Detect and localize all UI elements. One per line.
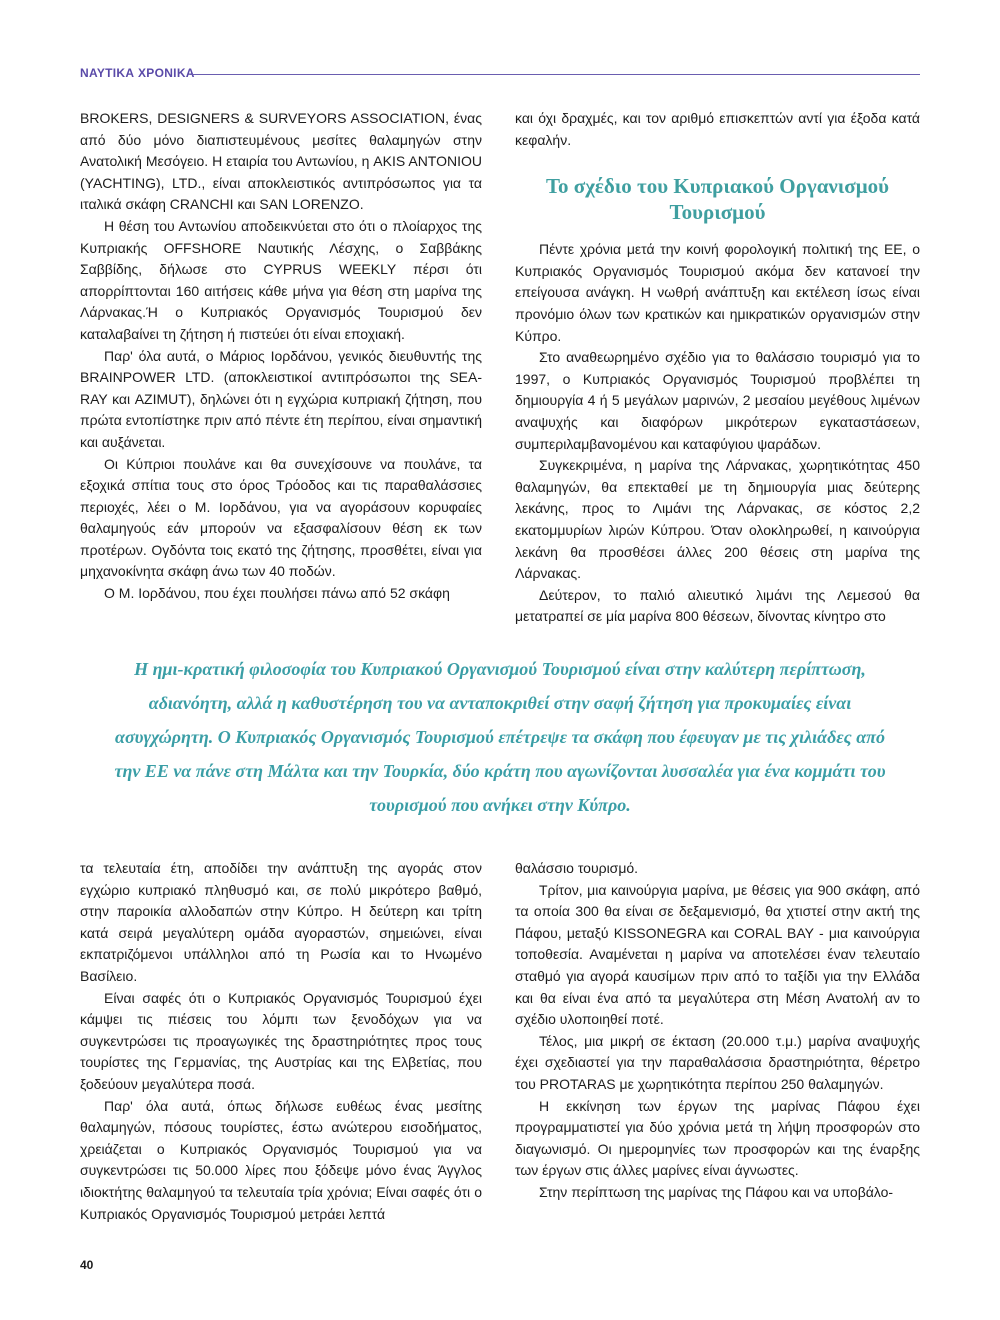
paragraph: και όχι δραχμές, και τον αριθμό επισκεπτών αντί για έξοδα κατά κεφαλήν. <box>515 110 920 148</box>
paragraph: Οι Κύπριοι πουλάνε και θα συνεχίσουνε να πουλάνε, τα εξοχικά σπίτια τους στο όρος Τρόοδος και τις παραθαλάσσιες περιοχές, λέει ο Μ. Ιορδάνου, για να αγοράσουν κορυφαίες θαλαμηγούς εάν μπορούν να εξασφαλίσουν θέση εκ των προτέρων. Ογδόντα τοις εκατό της ζήτησης, προσθέτει, είναι για μηχανοκίνητα σκάφη άνω των 40 ποδών. <box>80 455 482 580</box>
paragraph: Δεύτερον, το παλιό αλιευτικό λιμάνι της Λεμεσού θα μετατραπεί σε μία μαρίνα 800 θέσεων, δίνοντας κίνητρο στο <box>515 586 920 625</box>
paragraph: BROKERS, DESIGNERS & SURVEYORS ASSOCIATION, ένας από δύο μόνο διαπιστευμένους μεσίτες θαλαμηγών στην Ανατολική Μεσόγειο. Η εταιρία του Αντωνίου, η AKIS ANTONIOU (YACHTING), LTD., είναι αποκλειστικός αντιπρόσωπος για τα ιταλικά σκάφη CRANCHI και SAN LORENZO. <box>80 110 482 213</box>
pull-quote <box>100 652 900 822</box>
column-bottom-left <box>80 858 482 1225</box>
section-title: ΝΑΥΤΙΚΑ ΧΡΟΝΙΚΑ <box>80 66 195 80</box>
paragraph: Στο αναθεωρημένο σχέδιο για το θαλάσσιο τουρισμό για το 1997, ο Κυπριακός Οργανισμός Τουρισμού προβλέπει τη δημιουργία 4 ή 5 μεγάλων μαρινών, 2 μεσαίου μεγέθους λιμένων αναψυχής και διαφόρων μικρότερων εγκαταστάσεων, συμπεριλαμβανομένου και καταφύγιου ψαράδων. <box>515 349 920 452</box>
running-header <box>80 66 920 84</box>
column-top-right <box>515 108 920 628</box>
column-top-left <box>80 108 482 605</box>
column-bottom-right <box>515 858 920 1204</box>
paragraph: Στην περίπτωση της μαρίνας της Πάφου και να υποβάλο- <box>539 1183 894 1200</box>
paragraph: Η θέση του Αντωνίου αποδεικνύεται στο ότι ο πλοίαρχος της Κυπριακής OFFSHORE Ναυτικής Λέσχης, ο Σαββάκης Σαββίδης, δήλωσε στο CYPRUS WEEKLY πέρσι ότι απορρίπτονται 160 αιτήσεις κάθε μήνα για θέση στη μαρίνα της Λάρνακας.Ή ο Κυπριακός Οργανισμός Τουρισμού δεν καταλαβαίνει τη ζήτηση ή πιστεύει ότι είναι εποχιακή. <box>80 217 482 342</box>
paragraph: Συγκεκριμένα, η μαρίνα της Λάρνακας, χωρητικότητας 450 θαλαμηγών, θα επεκταθεί με τη δημιουργία μιας δεύτερης λεκάνης, προς το Λιμάνι της Λάρνακας, σε κόστος 2,2 εκατομμυρίων λιρών Κύπρου. Όταν ολοκληρωθεί, η καινούργια λεκάνη θα προσθέσει άλλες 200 θέσεις στη μαρίνα της Λάρνακας. <box>515 457 920 582</box>
header-rule <box>190 74 920 75</box>
paragraph: Ο Μ. Ιορδάνου, που έχει πουλήσει πάνω από 52 σκάφη <box>104 585 450 602</box>
paragraph: Η εκκίνηση των έργων της μαρίνας Πάφου έχει προγραμματιστεί για δύο χρόνια μετά τη λήψη προσφορών στο διαγωνισμό. Οι ημερομηνίες των προσφορών και της έναρξης των έργων στις άλλες μαρίνες είναι άγνωστες. <box>515 1097 920 1179</box>
paragraph: τα τελευταία έτη, αποδίδει την ανάπτυξη της αγοράς στον εγχώριο κυπριακό πληθυσμό και, σε πολύ μικρότερο βαθμό, στην παροικία αλλοδαπών στην Κύπρο. Η δεύτερη και τρίτη κατά σειρά μεγαλύτερη ομάδα αγοραστών, σημειώνει, είναι εκπατριζόμενοι υπάλληλοι από τη Ρωσία και το Ηνωμένο Βασίλειο. <box>80 860 482 984</box>
section-heading: Το σχέδιο του Κυπριακού Οργανισμού Τουρισμού <box>545 174 890 225</box>
paragraph: Παρ' όλα αυτά, όπως δήλωσε ευθέως ένας μεσίτης θαλαμηγών, πόσους τουρίστες, έστω ανώτερου εισοδήματος, χρειάζεται ο Κυπριακός Οργανισμός Τουρισμού για να συγκεντρώσει τις 50.000 λίρες που ξόδεψε μόνο ένας Άγγλος ιδιοκτήτης θαλαμηγού τα τελευταία τρία χρόνια; Είναι σαφές ότι ο Κυπριακός Οργανισμός Τουρισμού μετράει λεπτά <box>80 1097 482 1222</box>
paragraph: Πέντε χρόνια μετά την κοινή φορολογική πολιτική της ΕΕ, ο Κυπριακός Οργανισμός Τουρισμού ακόμα δεν κατανοεί την επείγουσα ανάγκη. Η νωθρή ανάπτυξη και εκτέλεση ίσως είναι προνόμιο όλων των κρατικών και ημικρατικών οργανισμών στην Κύπρο. <box>515 241 920 344</box>
paragraph: θαλάσσιο τουρισμό. <box>515 860 639 876</box>
paragraph: Τρίτον, μια καινούργια μαρίνα, με θέσεις για 900 σκάφη, από τα οποία 300 θα είναι σε δεξαμενισμό, θα χτιστεί στην ακτή της Πάφου, μεταξύ KISSONEGRA και CORAL BAY - μια καινούργια τοποθεσία. Αναμένεται η μαρίνα να αποτελέσει έναν τελευταίο σταθμό για αγορά καυσίμων πριν από το ταξίδι για την Ελλάδα και θα είναι ένα από τα μεγαλύτερα στη Μέση Ανατολή αν το σχέδιο υλοποιηθεί ποτέ. <box>515 881 920 1028</box>
paragraph: Παρ' όλα αυτά, ο Μάριος Ιορδάνου, γενικός διευθυντής της BRAINPOWER LTD. (αποκλειστικοί αντιπρόσωποι της SEA-RAY και AZIMUT), δηλώνει ότι η εγχώρια κυπριακή ζήτηση, που πρώτα εντοπίστηκε πριν από πέντε έτη περίπου, είναι σημαντική και αυξάνεται. <box>80 347 482 450</box>
pull-quote-text: Η ημι-κρατική φιλοσοφία του Κυπριακού Οργανισμού Τουρισμού είναι στην καλύτερη περίπτωση, αδιανόητη, αλλά η καθυστέρηση του να ανταποκριθεί στην σαφή ζήτηση για προκυμαίες είναι ασυγχώρητη. Ο Κυπριακός Οργανισμός Τουρισμού επέτρεψε τα σκάφη που έφευγαν με τις χιλιάδες από την ΕΕ να πάνε στη Μάλτα και την Τουρκία, δύο κράτη που αγωνίζονται λυσσαλέα για ένα κομμάτι του τουρισμού που ανήκει στην Κύπρο. <box>114 659 886 815</box>
page-number: 40 <box>80 1258 94 1272</box>
paragraph: Τέλος, μια μικρή σε έκταση (20.000 τ.μ.) μαρίνα αναψυχής έχει σχεδιαστεί για την παραθαλάσσια δραστηριότητα, θέρετρο του PROTARAS με χωρητικότητα περίπου 250 θαλαμηγών. <box>515 1032 920 1092</box>
paragraph: Είναι σαφές ότι ο Κυπριακός Οργανισμός Τουρισμού έχει κάμψει τις πιέσεις του λόμπι των ξενοδόχων για να συγκεντρώσει τις προαγωγικές της δραστηριότητες προς τους τουρίστες της Γερμανίας, της Αυστρίας και της Ελβετίας, που ξοδεύουν μεγαλύτερα ποσά. <box>80 989 482 1092</box>
